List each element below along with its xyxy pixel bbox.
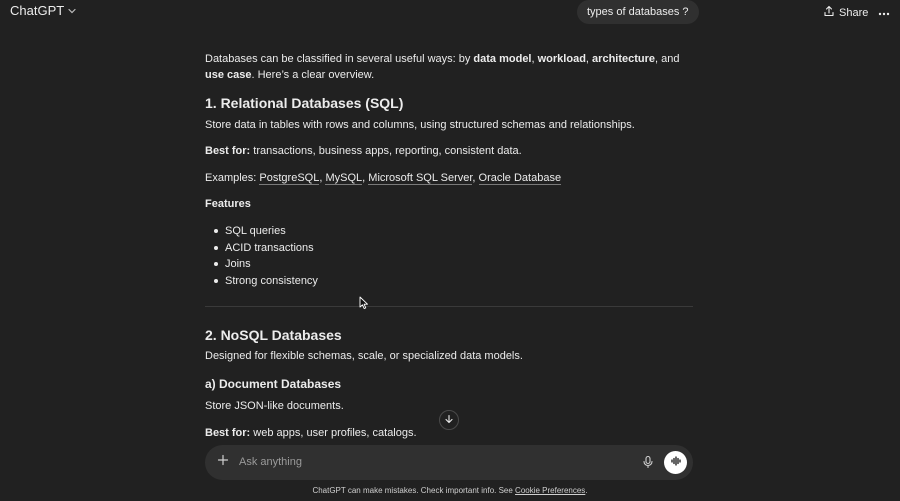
- example-link-mysql[interactable]: MySQL: [325, 172, 363, 184]
- best-for-label: Best for:: [205, 427, 251, 439]
- nosql-description: Designed for flexible schemas, scale, or specialized data models.: [205, 350, 523, 362]
- best-for-label: Best for:: [205, 145, 251, 157]
- relational-description: Store data in tables with rows and columns, using structured schemas and relationships.: [205, 119, 635, 131]
- intro-text-5: . Here’s a clear overview.: [251, 69, 375, 81]
- share-icon: [823, 4, 835, 22]
- list-item: ACID transactions: [205, 240, 318, 256]
- model-switcher[interactable]: [10, 3, 77, 18]
- document-db-description: Store JSON-like documents.: [205, 400, 344, 412]
- example-link-sql-server[interactable]: Microsoft SQL Server: [368, 172, 473, 184]
- intro-bold-data-model: data model: [473, 53, 532, 65]
- intro-text-1: Databases can be classified in several useful ways: by: [205, 53, 474, 65]
- examples-separator: ,: [362, 172, 369, 184]
- best-for-text: web apps, user profiles, catalogs.: [250, 427, 417, 439]
- intro-bold-use-case: use case: [205, 69, 252, 81]
- share-label: Share: [839, 7, 869, 19]
- composer: [205, 445, 693, 480]
- share-button[interactable]: [823, 4, 868, 22]
- voice-waveform-icon: [670, 454, 682, 472]
- list-item: SQL queries: [205, 223, 318, 239]
- section-heading-relational: 1. Relational Databases (SQL): [205, 95, 404, 111]
- section-divider: [205, 306, 693, 307]
- intro-bold-architecture: architecture: [592, 53, 656, 65]
- list-item: Joins: [205, 256, 318, 272]
- disclaimer-footer: [0, 486, 900, 495]
- disclaimer-text: ChatGPT can make mistakes. Check important info. See: [312, 486, 516, 495]
- mouse-cursor-icon: [359, 296, 369, 315]
- examples-label: Examples:: [205, 172, 260, 184]
- more-horizontal-icon: [878, 3, 890, 21]
- prompt-input[interactable]: [239, 452, 629, 472]
- more-options-button[interactable]: [876, 4, 892, 20]
- best-for-text: transactions, business apps, reporting, consistent data.: [250, 145, 522, 157]
- examples-separator: ,: [319, 172, 326, 184]
- intro-text-2: ,: [531, 53, 538, 65]
- dictate-button[interactable]: [641, 455, 655, 469]
- intro-paragraph: [205, 51, 695, 83]
- microphone-icon: [641, 456, 655, 473]
- voice-mode-button[interactable]: [664, 451, 687, 474]
- plus-icon: [217, 453, 229, 471]
- subheading-document-databases: a) Document Databases: [205, 377, 342, 391]
- list-item: Strong consistency: [205, 273, 318, 289]
- chevron-down-icon: [67, 6, 77, 16]
- intro-text-3: ,: [585, 53, 593, 65]
- intro-bold-workload: workload: [537, 53, 586, 65]
- scroll-to-bottom-button[interactable]: [439, 410, 459, 430]
- relational-examples: [205, 170, 561, 186]
- top-bar: [0, 0, 900, 24]
- cookie-preferences-link[interactable]: Cookie Preferences: [515, 486, 586, 495]
- examples-separator: ,: [472, 172, 479, 184]
- features-heading: Features: [205, 198, 251, 210]
- features-list: [205, 223, 318, 289]
- disclaimer-end: .: [585, 486, 588, 495]
- model-name: ChatGPT: [10, 3, 65, 18]
- example-link-oracle[interactable]: Oracle Database: [478, 172, 562, 184]
- intro-text-4: , and: [655, 53, 680, 65]
- attach-button[interactable]: [215, 454, 231, 470]
- example-link-postgresql[interactable]: PostgreSQL: [259, 172, 320, 184]
- arrow-down-icon: [444, 411, 454, 429]
- user-message-bubble: types of databases ?: [577, 0, 699, 24]
- relational-best-for: [205, 143, 522, 159]
- section-heading-nosql: 2. NoSQL Databases: [205, 327, 342, 343]
- document-db-best-for: [205, 425, 417, 441]
